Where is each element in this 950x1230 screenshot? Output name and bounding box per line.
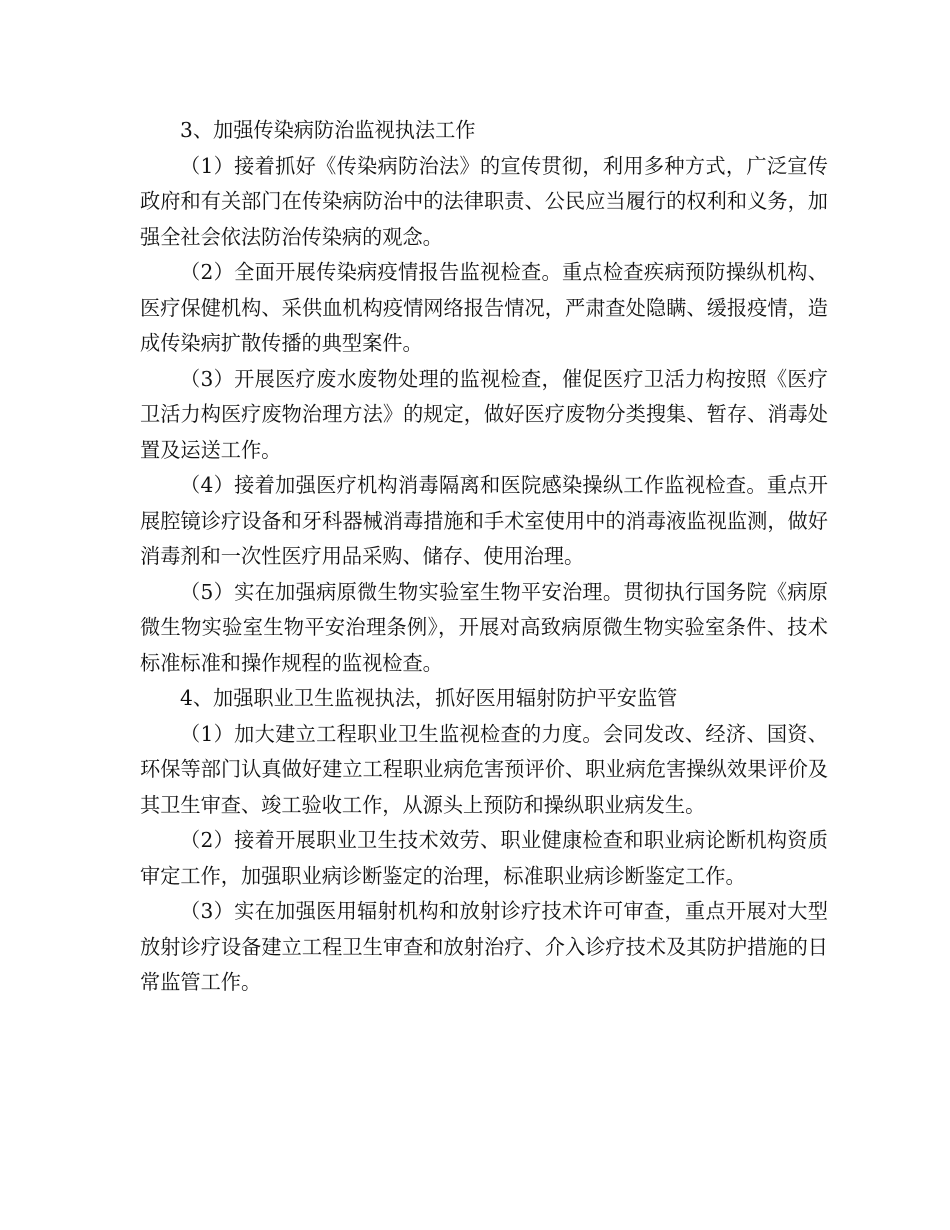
paragraph-4-2: （2）接着开展职业卫生技术效劳、职业健康检查和职业病论断机构资质审定工作，加强职业病诊断鉴定的治理，标准职业病诊断鉴定工作。 [140,828,828,888]
paragraph-4-1: （1）加大建立工程职业卫生监视检查的力度。会同发改、经济、国资、环保等部门认真做好建立工程职业病危害预评价、职业病危害操纵效果评价及其卫生审查、竣工验收工作，从源头上预防和操纵职业病发生。 [140,721,828,817]
document-body [140,113,828,1001]
paragraph-3-4: （4）接着加强医疗机构消毒隔离和医院感染操纵工作监视检查。重点开展腔镜诊疗设备和牙科器械消毒措施和手术室使用中的消毒液监视监测，做好消毒剂和一次性医疗用品采购、储存、使用治理。 [140,473,828,568]
paragraph-3-5: （5）实在加强病原微生物实验室生物平安治理。贯彻执行国务院《病原微生物实验室生物平安治理条例》，开展对高致病原微生物实验室条件、技术标准标准和操作规程的监视检查。 [140,579,828,675]
paragraph-3-1: （1）接着抓好《传染病防治法》的宣传贯彻，利用多种方式，广泛宣传政府和有关部门在传染病防治中的法律职责、公民应当履行的权利和义务，加强全社会依法防治传染病的观念。 [140,153,828,249]
paragraph-4-3: （3）实在加强医用辐射机构和放射诊疗技术许可审查，重点开展对大型放射诊疗设备建立工程卫生审查和放射治疗、介入诊疗技术及其防护措施的日常监管工作。 [140,899,828,994]
paragraph-3-2: （2）全面开展传染病疫情报告监视检查。重点检查疾病预防操纵机构、医疗保健机构、采供血机构疫情网络报告情况，严肃查处隐瞒、缓报疫情，造成传染病扩散传播的典型案件。 [140,260,828,355]
paragraph-3-3: （3）开展医疗废水废物处理的监视检查，催促医疗卫活力构按照《医疗卫活力构医疗废物治理方法》的规定，做好医疗废物分类搜集、暂存、消毒处置及运送工作。 [140,366,828,462]
section-heading-3: 3、加强传染病防治监视执法工作 [180,118,476,142]
section-heading-4: 4、加强职业卫生监视执法，抓好医用辐射防护平安监管 [180,686,678,710]
